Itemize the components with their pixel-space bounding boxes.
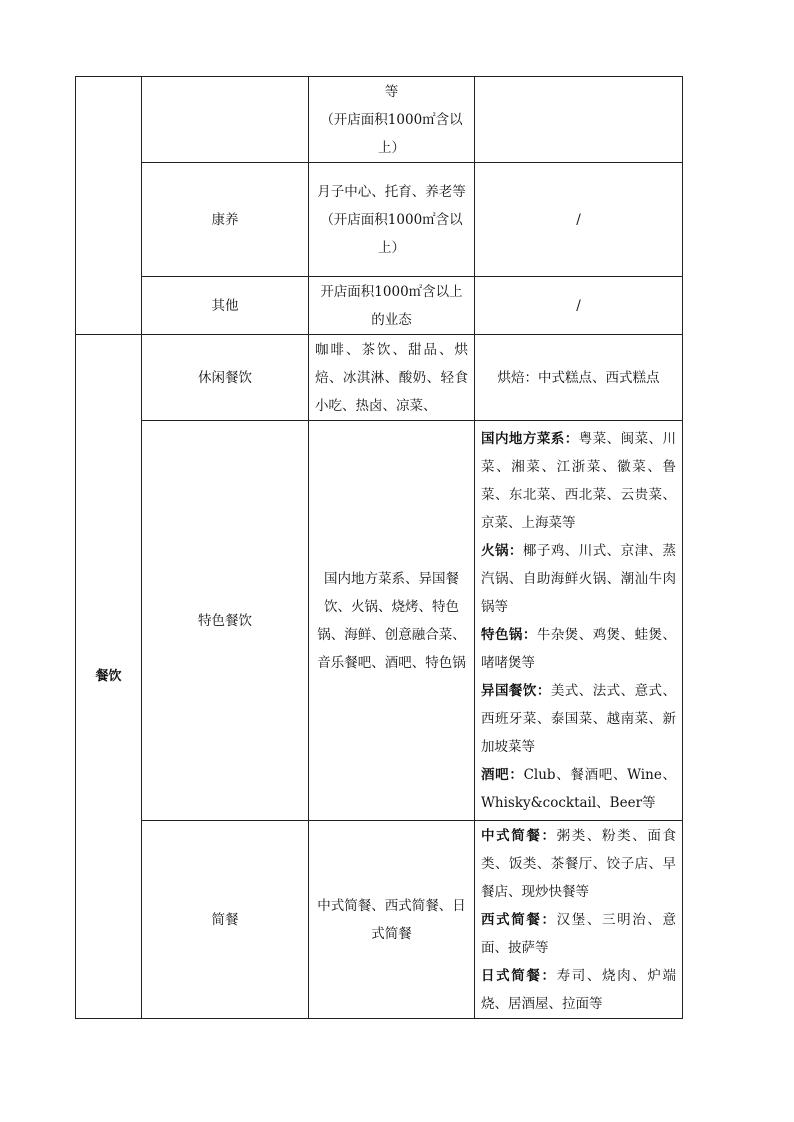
detail-head: 国内地方菜系： [481, 430, 579, 447]
scope-line: （开店面积1000㎡含以上） [320, 211, 463, 256]
scope-line: （开店面积1000㎡含以上） [320, 111, 463, 156]
detail-text: 汉堡、三明治、意面、披萨等 [481, 911, 676, 956]
detail-text: 寿司、烧肉、炉端烧、居酒屋、拉面等 [481, 967, 676, 1012]
detail-cell: / [475, 277, 683, 335]
scope-cell: 中式简餐、西式简餐、日式简餐 [309, 821, 475, 1019]
detail-cell: / [475, 163, 683, 277]
detail-head: 西式简餐： [481, 911, 557, 928]
detail-text: 牛杂煲、鸡煲、蛙煲、啫啫煲等 [481, 626, 677, 671]
table-row [76, 821, 683, 1019]
detail-head: 酒吧： [481, 766, 524, 783]
detail-item [481, 822, 676, 906]
detail-head: 中式简餐： [481, 827, 557, 844]
business-type-table [75, 76, 683, 1019]
detail-item [481, 425, 676, 537]
detail-head: 特色锅： [481, 626, 537, 643]
detail-head: 日式简餐： [481, 967, 557, 984]
detail-item [481, 621, 676, 677]
detail-head: 火锅： [481, 542, 523, 559]
scope-cell [309, 163, 475, 277]
scope-cell: 国内地方菜系、异国餐饮、火锅、烧烤、特色锅、海鲜、创意融合菜、音乐餐吧、酒吧、特色锅 [309, 421, 475, 821]
subtype-name: 康养 [142, 163, 309, 277]
subtype-name: 特色餐饮 [142, 421, 309, 821]
subtype-cell-empty [142, 77, 309, 163]
scope-cell: 咖啡、茶饮、甜品、烘焙、冰淇淋、酸奶、轻食小吃、热卤、凉菜、 [309, 335, 475, 421]
detail-cell-empty [475, 77, 683, 163]
detail-cell [475, 421, 683, 821]
detail-item [481, 537, 676, 621]
table-row [76, 335, 683, 421]
category-cell-empty [76, 77, 142, 335]
detail-text: Club、餐酒吧、Wine、Whisky&cocktail、Beer等 [481, 766, 676, 811]
detail-text: 粥类、粉类、面食类、饭类、茶餐厅、饺子店、早餐店、现炒快餐等 [481, 827, 676, 900]
detail-item [481, 962, 676, 1018]
table-row [76, 421, 683, 821]
detail-item [481, 906, 676, 962]
table-row [76, 163, 683, 277]
detail-cell: 烘焙：中式糕点、西式糕点 [475, 335, 683, 421]
detail-text: 美式、法式、意式、西班牙菜、泰国菜、越南菜、新加坡菜等 [481, 682, 677, 755]
table-row [76, 77, 683, 163]
detail-cell [475, 821, 683, 1019]
scope-line: 等 [384, 83, 399, 100]
subtype-name: 简餐 [142, 821, 309, 1019]
table-row [76, 277, 683, 335]
scope-cell: 开店面积1000㎡含以上的业态 [309, 277, 475, 335]
detail-item [481, 761, 676, 817]
subtype-name: 其他 [142, 277, 309, 335]
subtype-name: 休闲餐饮 [142, 335, 309, 421]
detail-text: 粤菜、闽菜、川菜、湘菜、江浙菜、徽菜、鲁菜、东北菜、西北菜、云贵菜、京菜、上海菜等 [481, 430, 677, 531]
detail-head: 异国餐饮： [481, 682, 551, 699]
scope-line: 月子中心、托育、养老等 [317, 183, 466, 200]
detail-text: 椰子鸡、川式、京津、蒸汽锅、自助海鲜火锅、潮汕牛肉锅等 [481, 542, 677, 615]
category-name: 餐饮 [76, 335, 142, 1019]
detail-item [481, 677, 676, 761]
scope-cell [309, 77, 475, 163]
